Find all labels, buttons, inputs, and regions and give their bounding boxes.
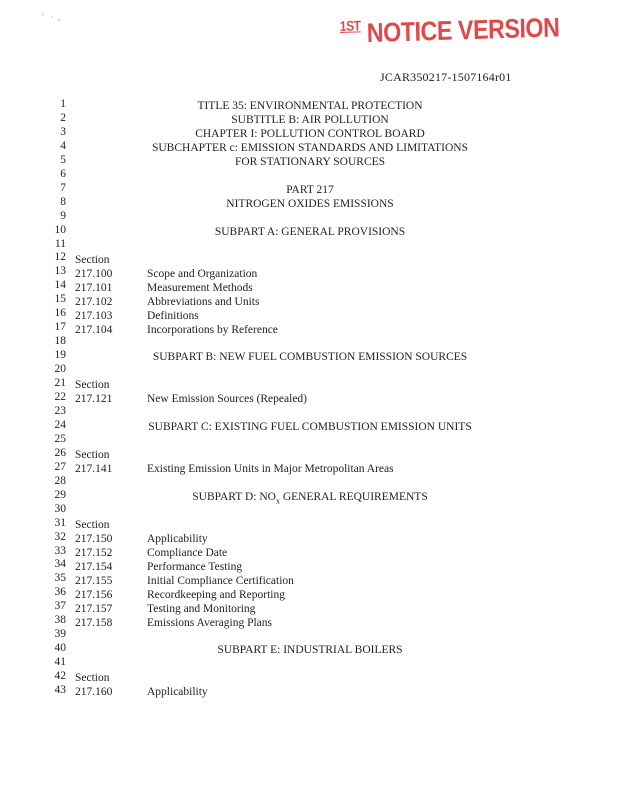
section-entry xyxy=(75,588,285,602)
line-numbers: 1 2 3 4 5 6 7 8 9 10 11 12 13 14 15 16 17 18 19 20 21 22 23 24 25 26 27 28 29 30 31 32 33 34 35 36 37 38 39 40 41 42 43 xyxy=(54,98,66,697)
section-title: Definitions xyxy=(147,310,199,322)
section-number: 217.141 xyxy=(75,463,113,475)
section-entry xyxy=(75,323,278,337)
section-title: Existing Emission Units in Major Metropolitan Areas xyxy=(147,463,394,475)
subpart-d-heading: SUBPART D: $NO_x$ GENERAL REQUIREMENTS xyxy=(192,491,428,506)
section-number: 217.103 xyxy=(75,310,113,322)
subpart-b-heading: SUBPART B: NEW FUEL COMBUSTION EMISSION SOURCES xyxy=(152,351,468,363)
section-entry xyxy=(75,462,394,476)
section-number: 217.121 xyxy=(75,393,113,405)
section-number: 217.104 xyxy=(75,324,113,336)
section-label: Section xyxy=(75,519,110,531)
section-entry xyxy=(75,616,272,630)
section-title: Performance Testing xyxy=(147,561,243,573)
section-label: Section xyxy=(75,379,110,391)
section-title: Initial Compliance Certification xyxy=(147,575,294,587)
section-title: Applicability xyxy=(147,533,208,545)
subpart-c-heading: SUBPART C: EXISTING FUEL COMBUSTION EMISSION UNITS xyxy=(148,421,472,433)
subpart-e-heading: SUBPART E: INDUSTRIAL BOILERS xyxy=(217,644,403,656)
section-entry xyxy=(75,532,208,546)
section-title: New Emission Sources (Repealed) xyxy=(147,393,308,405)
section-number: 217.155 xyxy=(75,575,113,587)
section-number: 217.156 xyxy=(75,589,113,601)
section-entry xyxy=(75,574,294,588)
section-title: Incorporations by Reference xyxy=(147,324,278,336)
section-entry xyxy=(75,267,257,281)
subtitle-heading: SUBTITLE B: AIR POLLUTION xyxy=(231,114,389,126)
part-number: PART 217 xyxy=(286,184,334,196)
section-entry xyxy=(75,392,307,406)
section-number: 217.150 xyxy=(75,533,113,545)
section-number: 217.154 xyxy=(75,561,113,573)
section-entry xyxy=(75,602,255,616)
section-number: 217.100 xyxy=(75,268,113,280)
section-number: 217.157 xyxy=(75,603,113,615)
section-entry xyxy=(75,546,227,560)
notice-version-stamp xyxy=(340,11,560,50)
section-number: 217.102 xyxy=(75,296,113,308)
section-label: Section xyxy=(75,254,110,266)
section-title: Compliance Date xyxy=(147,547,228,559)
section-entry xyxy=(75,281,253,295)
section-title: Applicability xyxy=(147,686,208,698)
section-label: Section xyxy=(75,672,110,684)
title-heading: TITLE 35: ENVIRONMENTAL PROTECTION xyxy=(197,100,423,112)
section-title: Recordkeeping and Reporting xyxy=(147,589,285,601)
section-title: Scope and Organization xyxy=(147,268,258,280)
section-number: 217.152 xyxy=(75,547,113,559)
section-number: 217.160 xyxy=(75,686,113,698)
section-entry xyxy=(75,295,259,309)
section-entry xyxy=(75,560,242,574)
subchapter-heading-cont: FOR STATIONARY SOURCES xyxy=(234,156,386,168)
chapter-heading: CHAPTER I: POLLUTION CONTROL BOARD xyxy=(195,128,425,140)
section-number: 217.158 xyxy=(75,617,113,629)
subpart-a-heading: SUBPART A: GENERAL PROVISIONS xyxy=(214,226,406,238)
stamp-text: NOTICE VERSION xyxy=(366,12,560,49)
part-title: NITROGEN OXIDES EMISSIONS xyxy=(226,198,394,210)
section-title: Abbreviations and Units xyxy=(147,296,260,308)
section-label: Section xyxy=(75,449,110,461)
section-entry xyxy=(75,685,208,699)
section-title: Measurement Methods xyxy=(147,282,253,294)
section-entry xyxy=(75,309,199,323)
stamp-ordinal: 1ST xyxy=(339,17,361,34)
section-title: Emissions Averaging Plans xyxy=(147,617,273,629)
section-title: Testing and Monitoring xyxy=(147,603,256,615)
document-id: JCAR350217-1507164r01 xyxy=(380,70,512,84)
subchapter-heading: SUBCHAPTER c: EMISSION STANDARDS AND LIMITATIONS xyxy=(151,142,469,154)
scan-specks: ' · , xyxy=(42,12,61,22)
section-number: 217.101 xyxy=(75,282,113,294)
